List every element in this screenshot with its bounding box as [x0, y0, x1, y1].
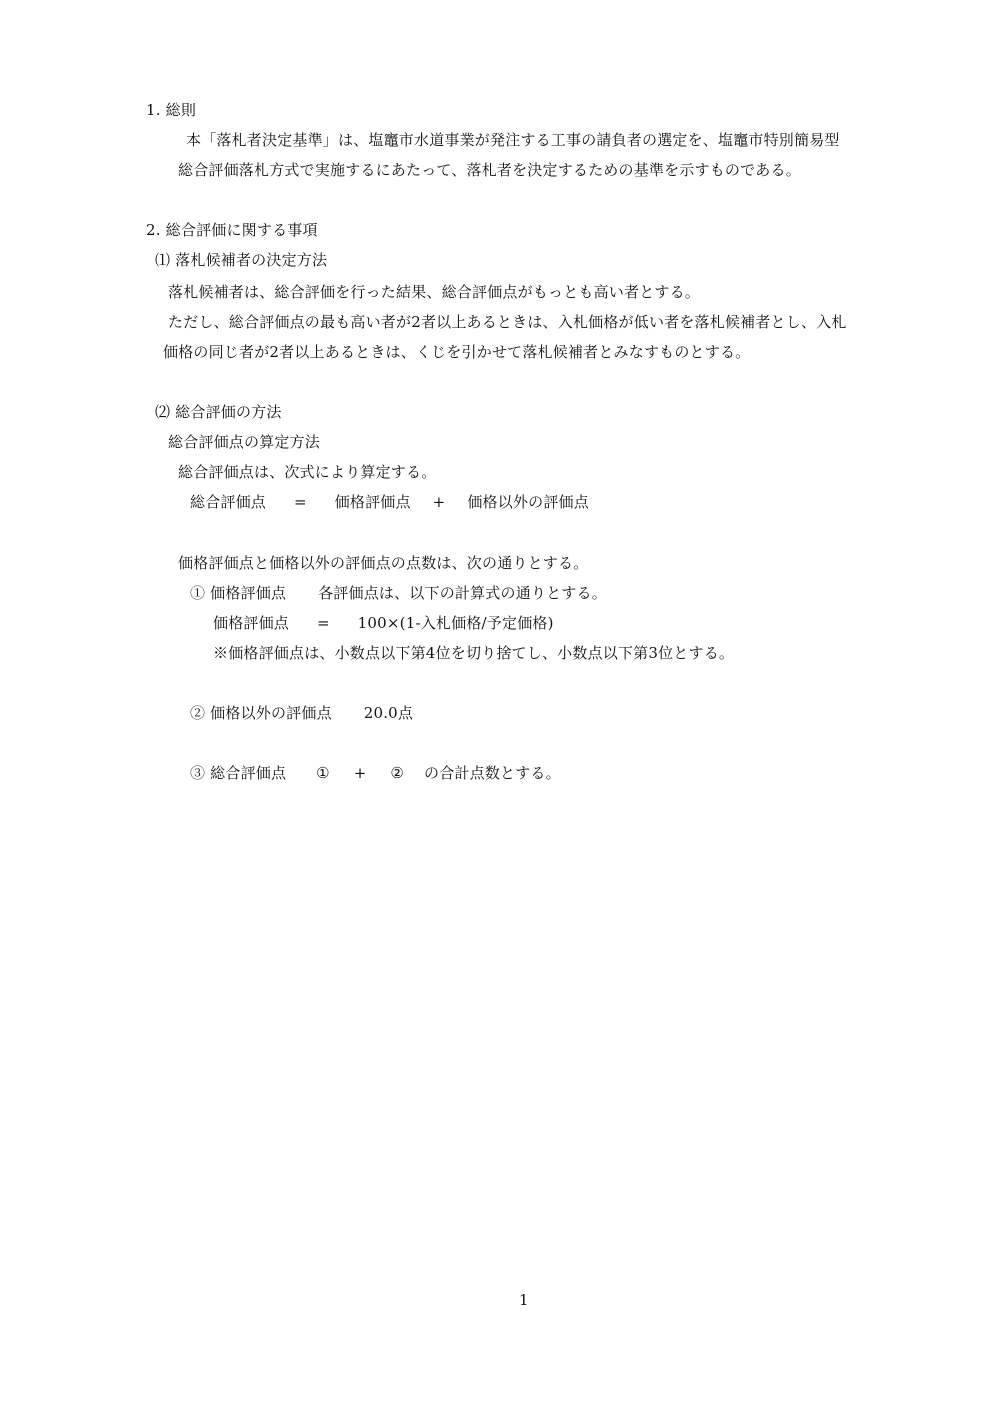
- subsection2-heading: ⑵ 総合評価の方法: [155, 403, 282, 421]
- item1-formula-left: 価格評価点: [213, 614, 290, 632]
- item1-description: 各評価点は、以下の計算式の通りとする。: [318, 584, 607, 602]
- formula-term-nonprice: 価格以外の評価点: [467, 493, 589, 511]
- subsection1-line3: 価格の同じ者が2者以上あるときは、くじを引かせて落札候補者とみなすものとする。: [163, 343, 751, 361]
- subsection1-heading: ⑴ 落札候補者の決定方法: [155, 251, 328, 269]
- subsection1-line2: ただし、総合評価点の最も高い者が2者以上あるときは、入札価格が低い者を落札候補者とし、入札: [168, 313, 847, 331]
- section1-paragraph-line1: 本「落札者決定基準」は、塩竈市水道事業が発注する工事の請負者の選定を、塩竈市特別簡易型: [186, 131, 840, 149]
- item1-formula-equals: =: [316, 614, 330, 632]
- page-number: 1: [519, 1291, 529, 1309]
- points-intro: 価格評価点と価格以外の評価点の点数は、次の通りとする。: [178, 554, 589, 572]
- formula-equals: =: [293, 493, 307, 511]
- item1-note: ※価格評価点は、小数点以下第4位を切り捨てし、小数点以下第3位とする。: [213, 644, 735, 662]
- formula-term-price: 価格評価点: [334, 493, 411, 511]
- total-formula: [190, 495, 589, 510]
- section1-paragraph-line2: 総合評価落札方式で実施するにあたって、落札者を決定するための基準を示すものである。: [178, 161, 801, 179]
- item1-formula: [213, 616, 554, 631]
- section2-heading: 2. 総合評価に関する事項: [146, 221, 318, 239]
- calc-method-heading: 総合評価点の算定方法: [168, 433, 321, 451]
- formula-plus: +: [432, 493, 446, 511]
- item1-label: ① 価格評価点: [190, 584, 287, 602]
- formula-term-total: 総合評価点: [190, 493, 267, 511]
- item3-line: [190, 766, 561, 781]
- section1-heading: 1. 総則: [146, 101, 197, 119]
- calc-intro: 総合評価点は、次式により算定する。: [178, 463, 437, 481]
- subsection1-line1: 落札候補者は、総合評価を行った結果、総合評価点がもっとも高い者とする。: [168, 283, 701, 301]
- item3-operand-a: ①: [316, 764, 330, 782]
- item2-value: 20.0点: [363, 704, 414, 722]
- item3-plus: +: [353, 764, 367, 782]
- item3-description: の合計点数とする。: [424, 764, 561, 782]
- item2-label: ② 価格以外の評価点: [190, 704, 332, 722]
- item2-line: [190, 706, 413, 721]
- item3-operand-b: ②: [390, 764, 405, 782]
- item1-formula-right: 100×(1-入札価格/予定価格): [357, 614, 554, 632]
- item1-line: [190, 586, 607, 601]
- item3-label: ③ 総合評価点: [190, 764, 287, 782]
